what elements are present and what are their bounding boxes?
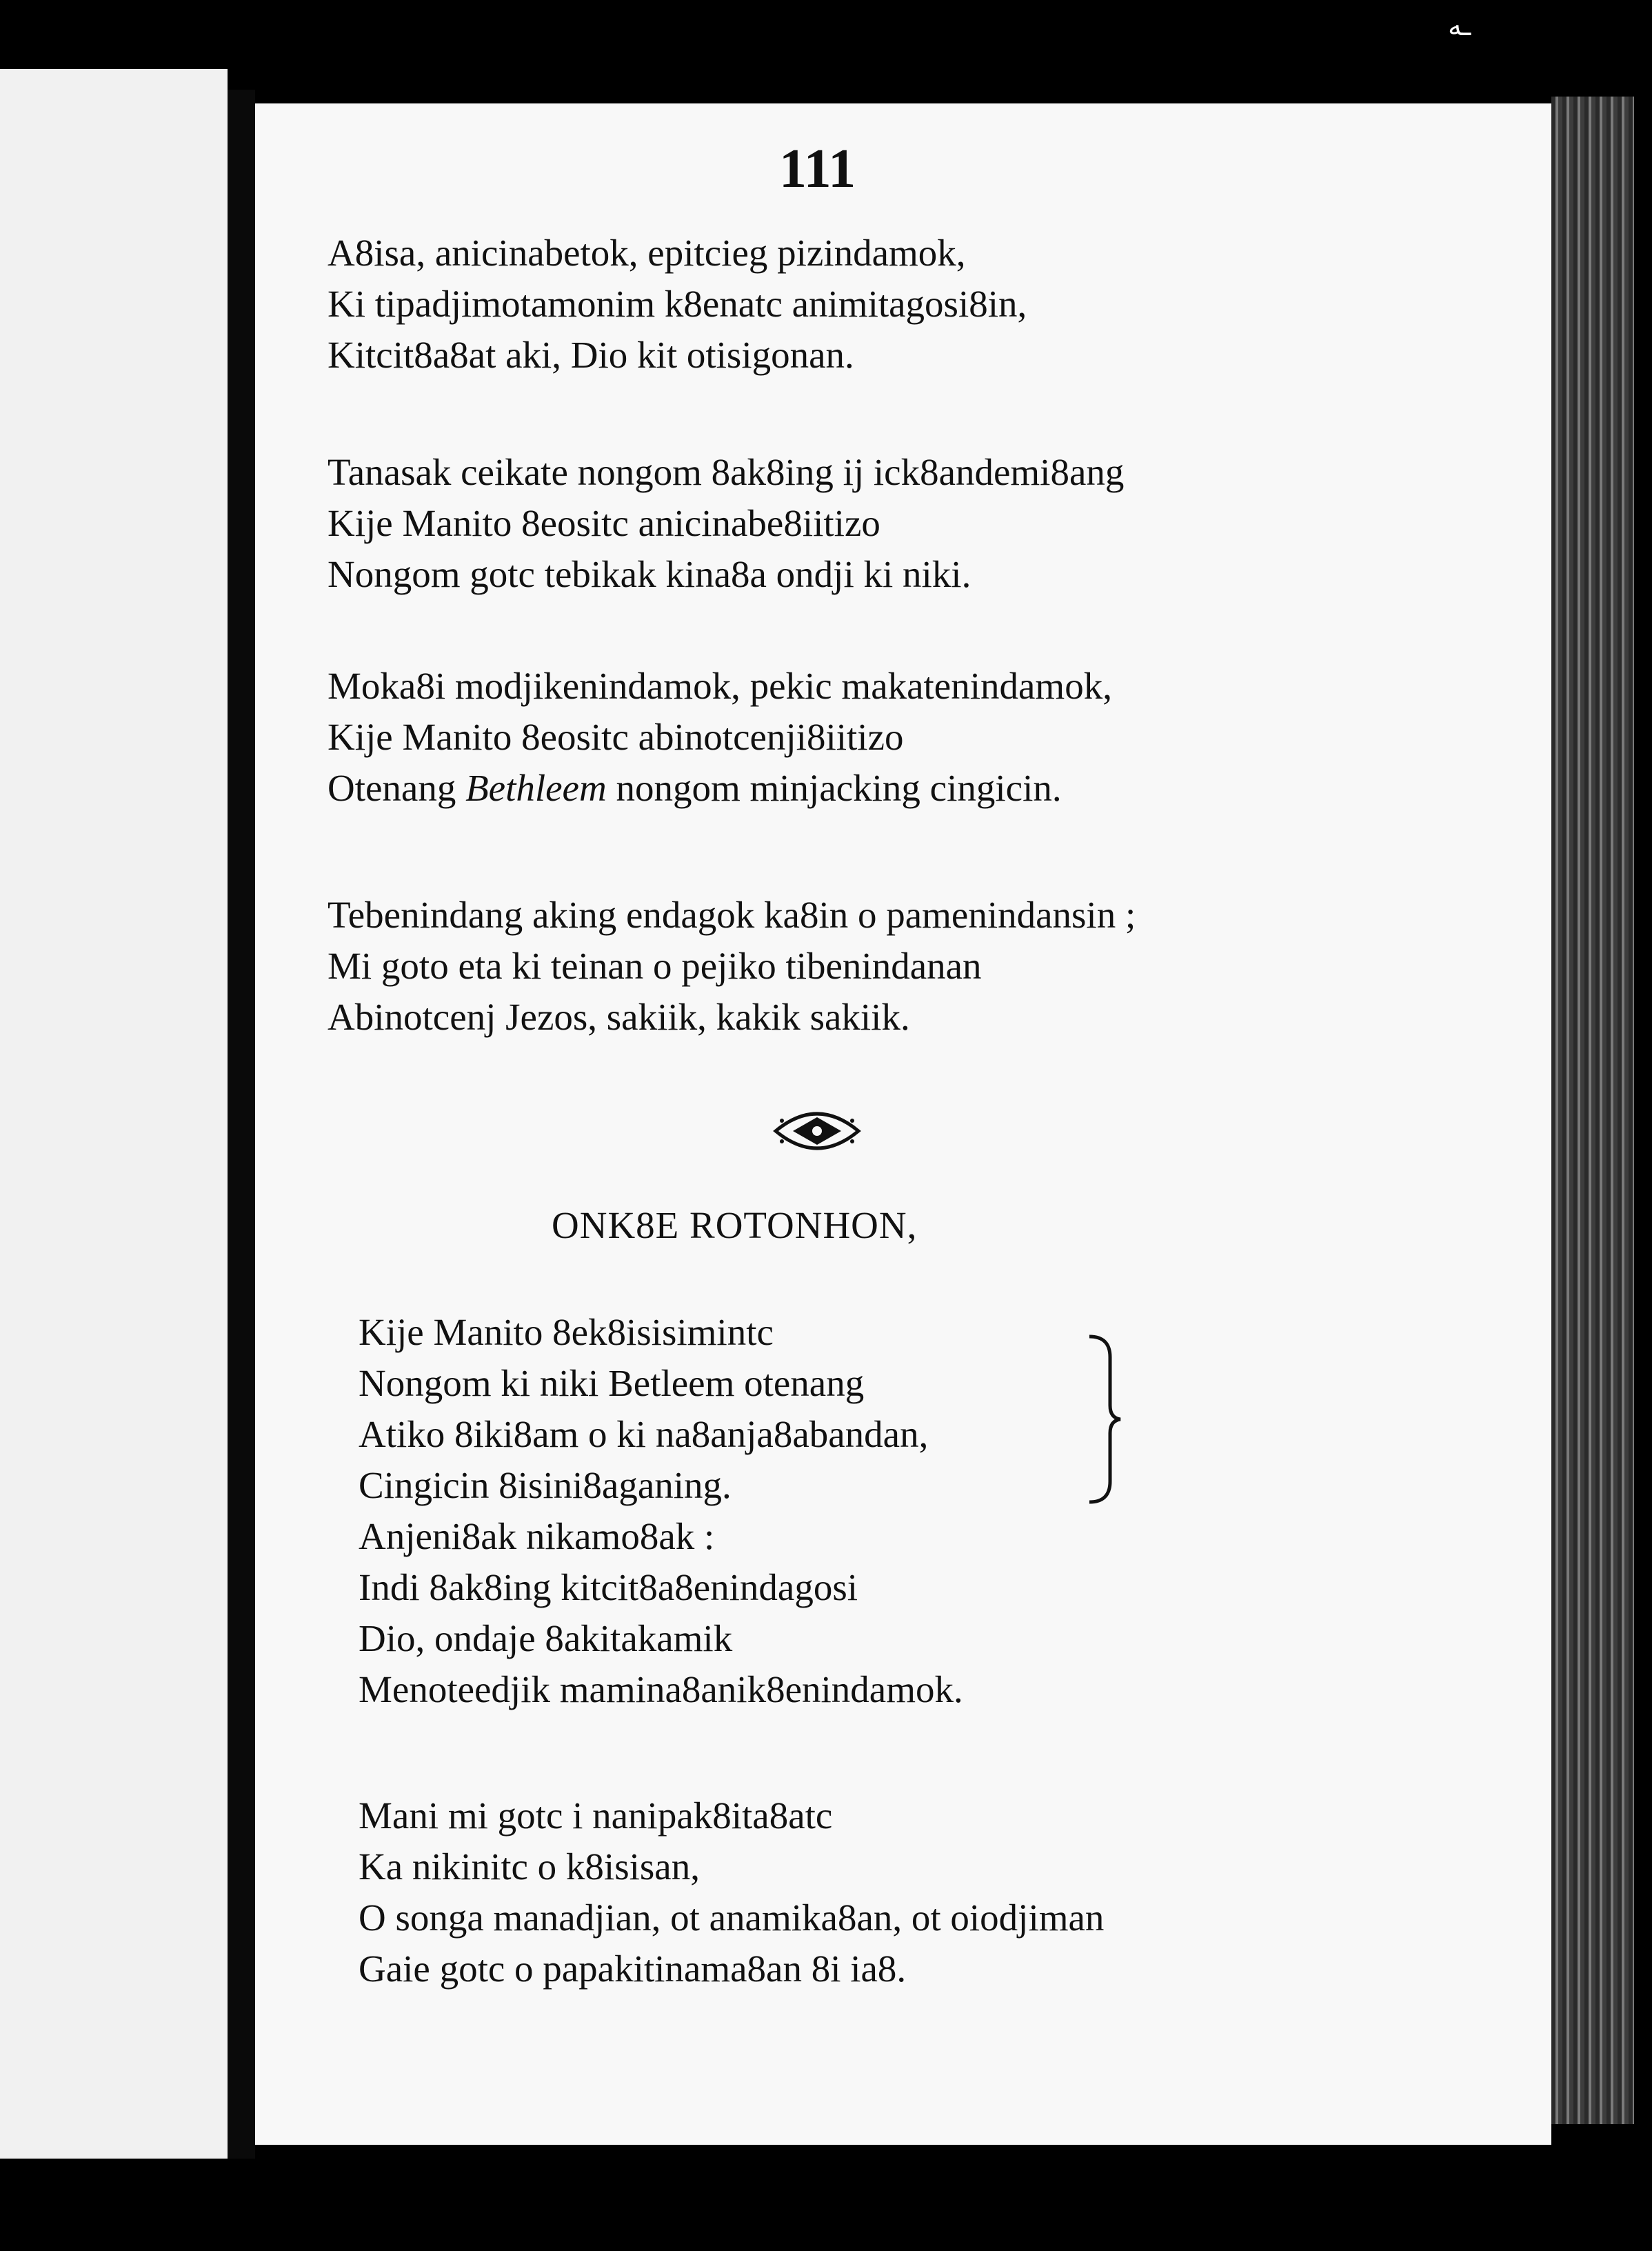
verse-line: O songa manadjian, ot anamika8an, ot oiodjiman — [359, 1897, 1105, 1939]
brace-icon — [1082, 1330, 1124, 1509]
hymn-stanza-1 — [359, 1307, 963, 1715]
verse-line: Gaie gotc o papakitinama8an 8i ia8. — [359, 1948, 907, 1990]
verse-line: Atiko 8iki8am o ki na8anja8abandan, — [359, 1413, 929, 1455]
verse-line: Ka nikinitc o k8isisan, — [359, 1845, 700, 1888]
facing-page-margin — [0, 69, 228, 2159]
stanza-2 — [328, 447, 1124, 600]
page-number: 111 — [779, 139, 856, 199]
verse-line: Mi goto eta ki teinan o pejiko tibenindanan — [328, 945, 982, 987]
place-name-italic: Bethleem — [465, 767, 607, 809]
verse-line: Tanasak ceikate nongom 8ak8ing ij ick8andemi8ang — [328, 451, 1125, 493]
verse-line: Abinotcenj Jezos, sakiik, kakik sakiik. — [328, 996, 910, 1038]
verse-line: Mani mi gotc i nanipak8ita8atc — [359, 1794, 833, 1837]
stanza-4 — [328, 890, 1136, 1043]
verse-line: Anjeni8ak nikamo8ak : — [359, 1515, 715, 1557]
verse-line — [328, 763, 1112, 814]
line-end: nongom minjacking cingicin. — [606, 767, 1062, 809]
hymn-heading: ONK8E ROTONHON, — [552, 1204, 918, 1246]
verse-line: Indi 8ak8ing kitcit8a8enindagosi — [359, 1566, 858, 1608]
verse-line: Dio, ondaje 8akitakamik — [359, 1617, 733, 1659]
verse-line: Menoteedjik mamina8anik8enindamok. — [359, 1668, 963, 1710]
verse-line: Nongom ki niki Betleem otenang — [359, 1362, 865, 1404]
verse-line: Cingicin 8isini8aganing. — [359, 1464, 732, 1506]
hymn-stanza-2 — [359, 1790, 1104, 1994]
ornament-icon — [772, 1100, 862, 1162]
line-start: Otenang — [328, 767, 466, 809]
verse-line: Ki tipadjimotamonim k8enatc animitagosi8in, — [328, 283, 1027, 325]
book-gutter — [228, 90, 255, 2159]
verse-line: Tebenindang aking endagok ka8in o pamenindansin ; — [328, 894, 1136, 936]
page-edges — [1551, 97, 1634, 2124]
verse-line: Kije Manito 8eositc anicinabe8iitizo — [328, 502, 880, 544]
stanza-1 — [328, 228, 1027, 381]
verse-line: A8isa, anicinabetok, epitcieg pizindamok, — [328, 232, 966, 274]
stanza-3 — [328, 661, 1112, 814]
verse-line: Moka8i modjikenindamok, pekic makatenindamok, — [328, 665, 1112, 707]
corner-mark: ـه — [1448, 10, 1471, 41]
verse-line: Kije Manito 8eositc abinotcenji8iitizo — [328, 716, 904, 758]
verse-line: Kije Manito 8ek8isisimintc — [359, 1311, 774, 1353]
verse-line: Nongom gotc tebikak kina8a ondji ki niki. — [328, 553, 971, 595]
verse-line: Kitcit8a8at aki, Dio kit otisigonan. — [328, 334, 854, 376]
